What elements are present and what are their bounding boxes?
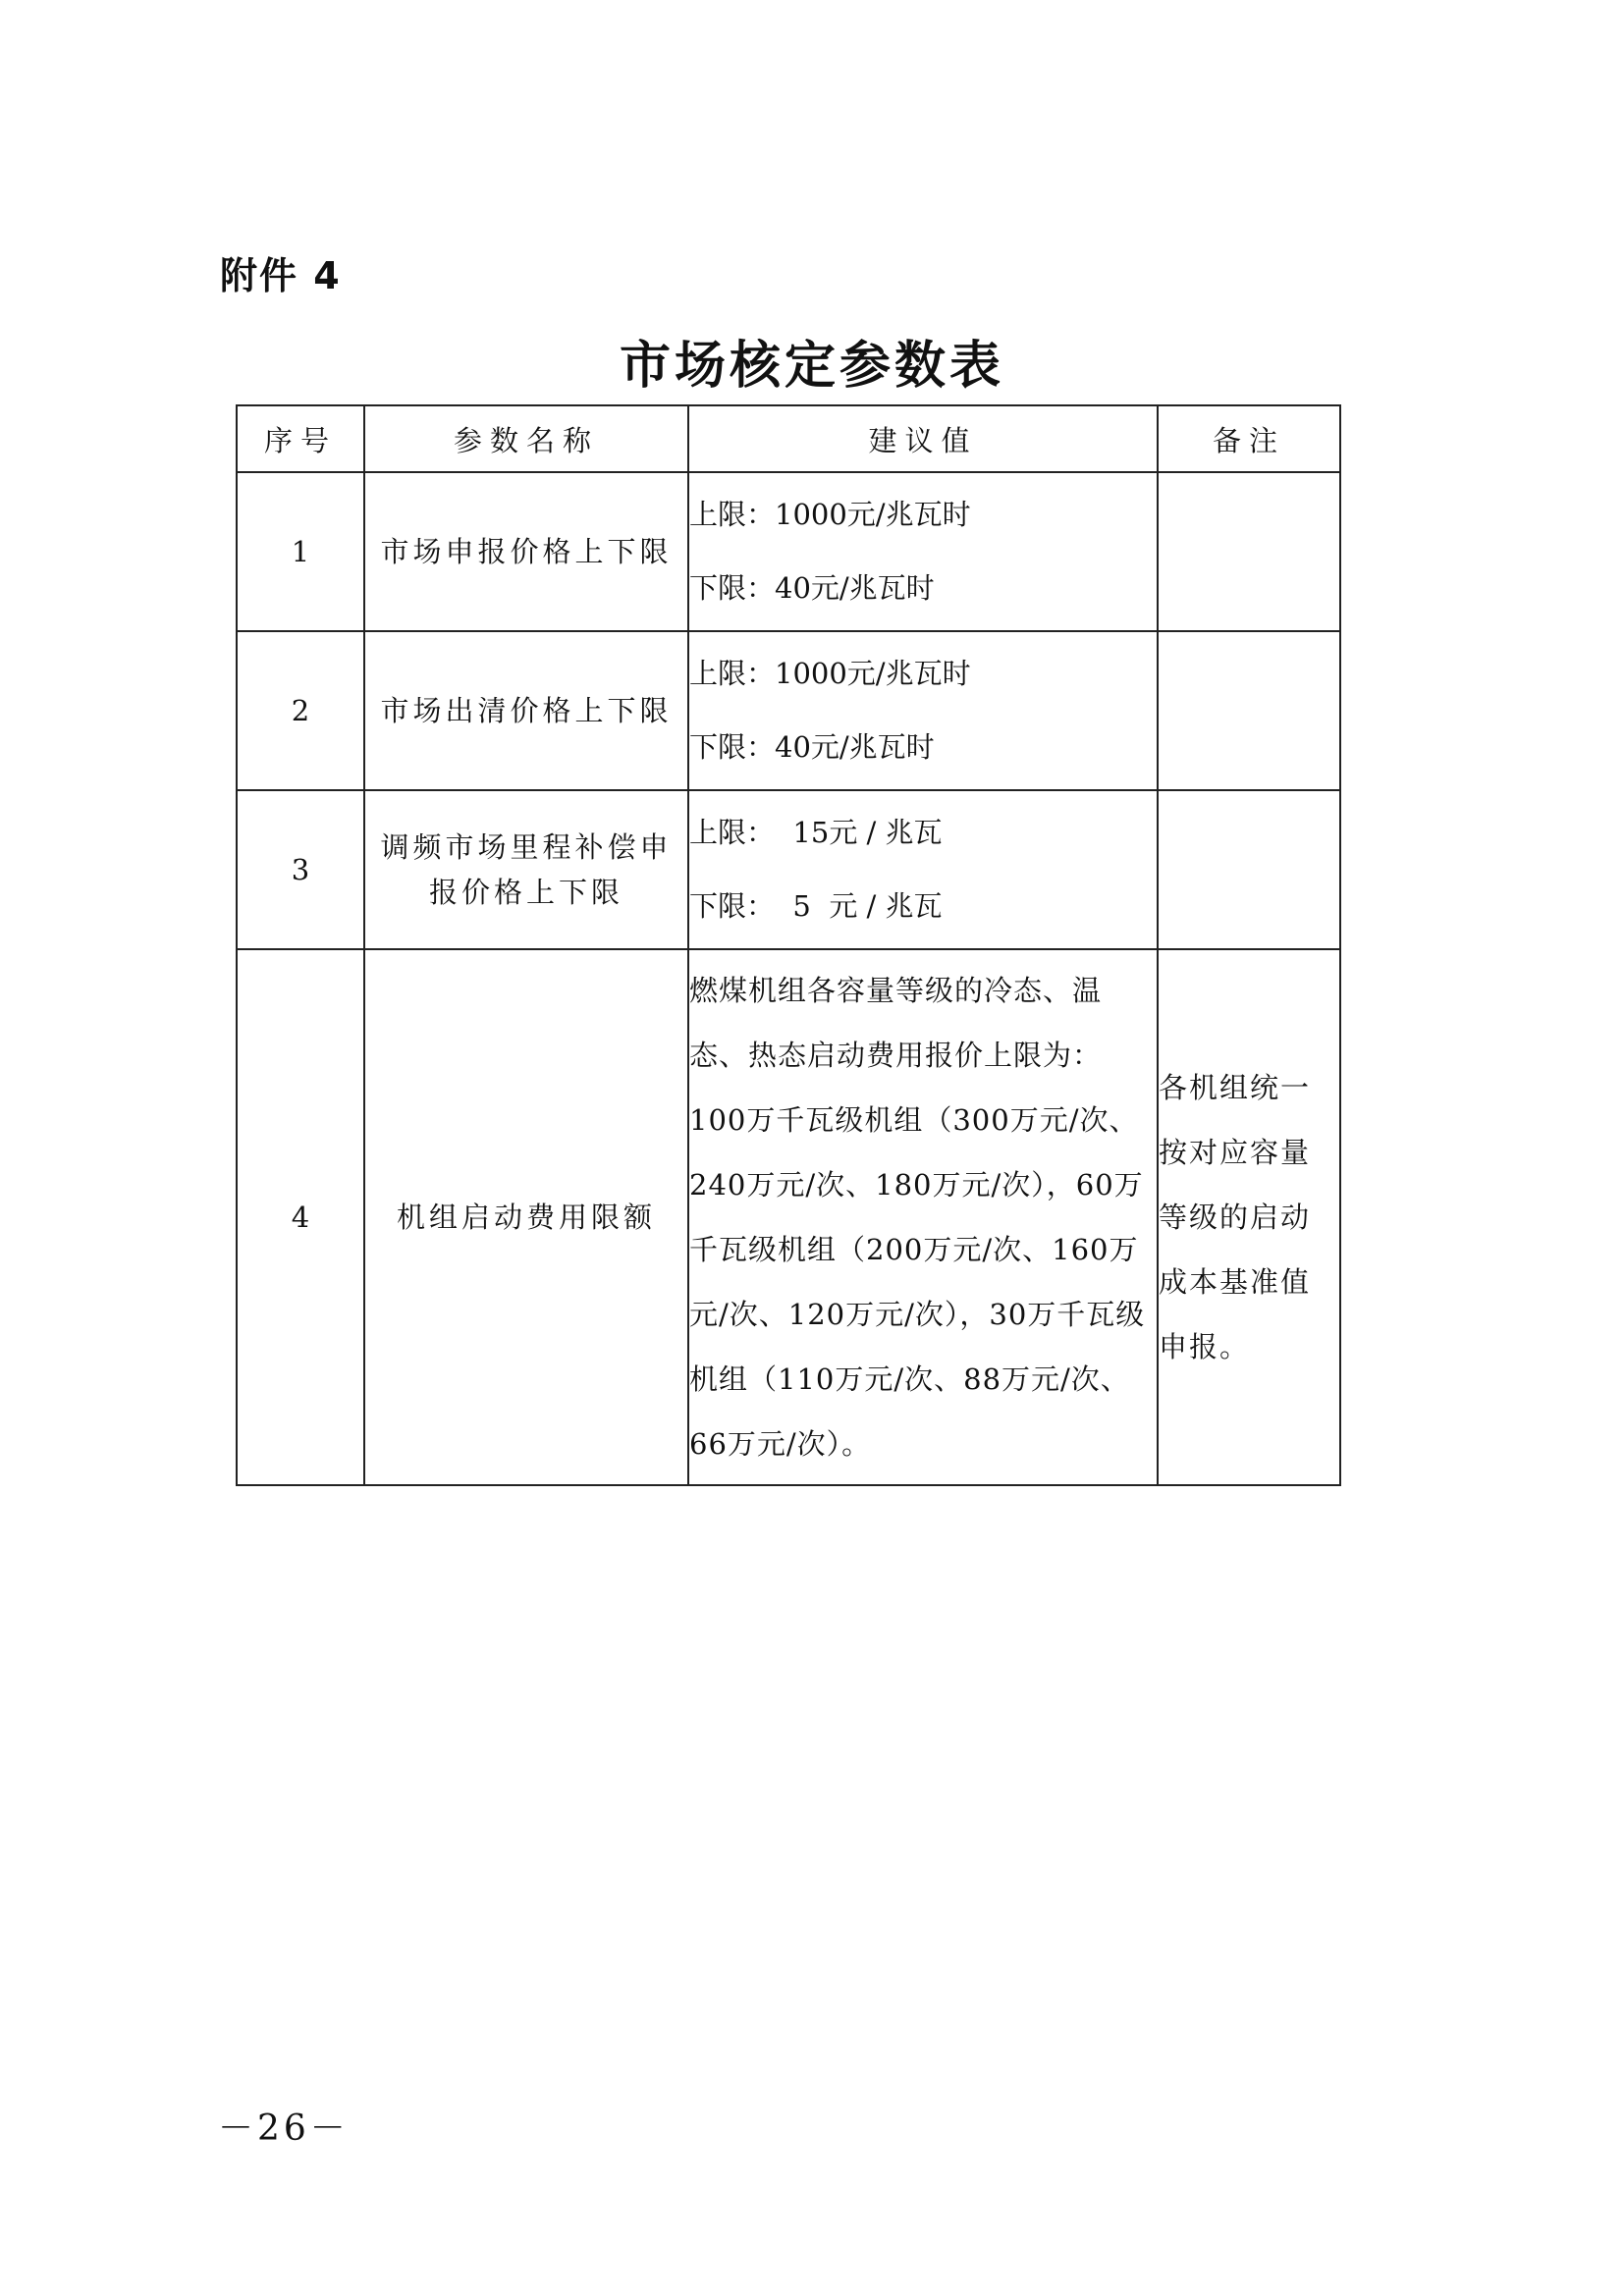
table-row — [237, 472, 1340, 631]
header-name: 参数名称 — [364, 405, 688, 472]
row-value — [688, 790, 1158, 949]
upper-limit-text: 上限：1000元/兆瓦时 — [689, 657, 971, 690]
row-note — [1158, 631, 1340, 790]
row-param-name: 机组启动费用限额 — [364, 949, 688, 1485]
attachment-label: 附件 4 — [220, 254, 342, 297]
lower-limit-text: 下限：40元/兆瓦时 — [689, 730, 935, 764]
header-note: 备注 — [1158, 405, 1340, 472]
row-param-name: 市场出清价格上下限 — [364, 631, 688, 790]
row-no: 3 — [237, 790, 364, 949]
table-row — [237, 790, 1340, 949]
header-no: 序号 — [237, 405, 364, 472]
lower-limit-text: 下限：40元/兆瓦时 — [689, 571, 935, 605]
row-value — [688, 631, 1158, 790]
document-title: 市场核定参数表 — [619, 336, 1004, 396]
page-number: －26－ — [218, 2109, 350, 2149]
row-note — [1158, 790, 1340, 949]
table-row — [237, 949, 1340, 1485]
upper-limit-text: 上限： 15元 / 兆瓦 — [689, 816, 943, 849]
row-note: 各机组统一按对应容量等级的启动成本基准值申报。 — [1158, 949, 1340, 1485]
row-no: 4 — [237, 949, 364, 1485]
parameter-table — [236, 404, 1341, 1486]
upper-limit-text: 上限：1000元/兆瓦时 — [689, 498, 971, 531]
table-row — [237, 631, 1340, 790]
header-value: 建议值 — [688, 405, 1158, 472]
lower-limit-text: 下限： 5 元 / 兆瓦 — [689, 889, 943, 923]
row-value: 燃煤机组各容量等级的冷态、温态、热态启动费用报价上限为：100万千瓦级机组（300万元/次、240万元/次、180万元/次），60万千瓦级机组（200万元/次、160万元/次、120万元/次），30万千瓦级机组（110万元/次、88万元/次、66万元/次）。 — [688, 949, 1158, 1485]
row-param-name: 市场申报价格上下限 — [364, 472, 688, 631]
row-value — [688, 472, 1158, 631]
table-header-row — [237, 405, 1340, 472]
row-no: 2 — [237, 631, 364, 790]
row-note — [1158, 472, 1340, 631]
row-param-name: 调频市场里程补偿申报价格上下限 — [364, 790, 688, 949]
row-no: 1 — [237, 472, 364, 631]
